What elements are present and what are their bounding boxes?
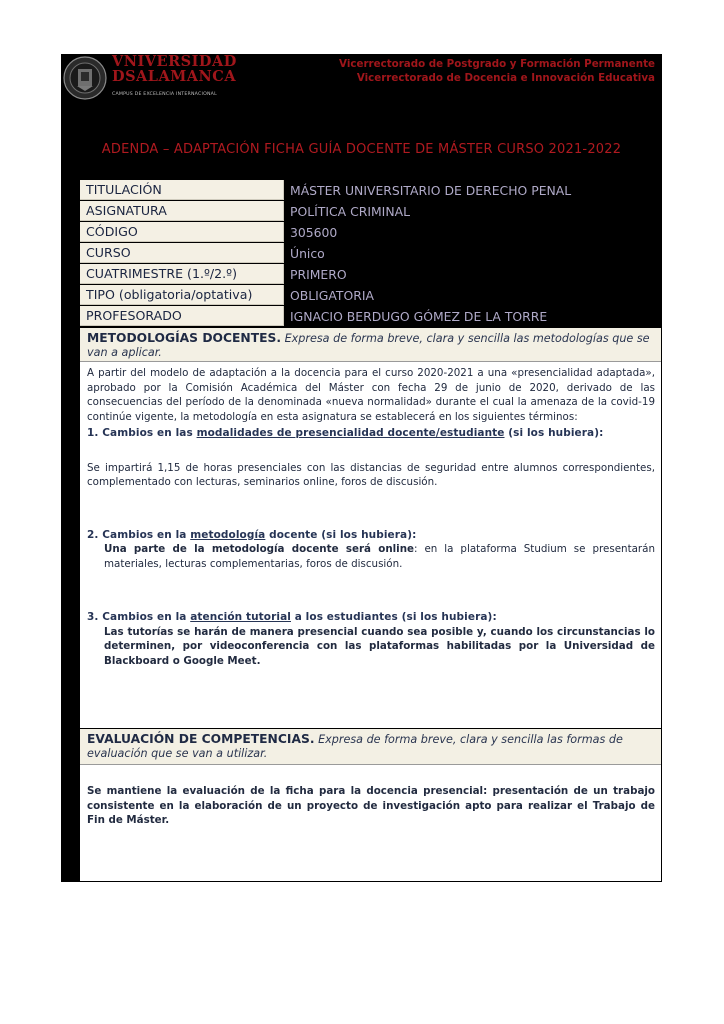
page-header (61, 54, 662, 106)
item2-heading (87, 528, 655, 543)
methodology-body (80, 362, 661, 728)
info-row-codigo (80, 222, 661, 243)
evaluation-title: EVALUACIÓN DE COMPETENCIAS. (87, 732, 315, 746)
item3-text: Las tutorías se harán de manera presencial cuando sea posible y, cuando los circunstancias lo determinen, por videoconferencia con las plataformas habilitadas por la Universidad de Blackboard o Google Meet. (104, 625, 655, 667)
info-value: 305600 (290, 225, 338, 240)
university-name-line2: DSALAMANCA (112, 68, 237, 85)
info-label: TIPO (obligatoria/optativa) (80, 285, 284, 305)
item1-suffix: (si los hubiera): (504, 427, 604, 439)
item3-prefix: 3. Cambios en la (87, 611, 191, 623)
info-row-tipo (80, 285, 661, 306)
item1-underlined: modalidades de presencialidad docente/estudiante (196, 427, 505, 439)
item2-text (87, 542, 655, 571)
item1-prefix: 1. Cambios en las (87, 427, 197, 439)
evaluation-text: Se mantiene la evaluación de la ficha para la docencia presencial: presentación de un trabajo consistente en la elaboración de un proyecto de investigación apto para realizar el Trabajo de Fin de Máster. (87, 785, 655, 826)
vice-rectorate-docencia: Vicerrectorado de Docencia e Innovación Educativa (356, 72, 655, 84)
info-label: CUATRIMESTRE (1.º/2.º) (80, 264, 284, 284)
methodology-title: METODOLOGÍAS DOCENTES. (87, 331, 282, 345)
info-label: CURSO (80, 243, 284, 263)
info-label: ASIGNATURA (80, 201, 284, 221)
info-label: CÓDIGO (80, 222, 284, 242)
item2-rest: : en la plataforma Studium se presentarán materiales, lecturas complementarias, foros de discusión. (104, 543, 655, 570)
methodology-note: Expresa de forma breve, clara y sencilla las metodologías que se van a aplicar. (87, 332, 650, 359)
info-value: Único (290, 246, 325, 261)
info-row-titulacion (80, 180, 661, 201)
info-value: MÁSTER UNIVERSITARIO DE DERECHO PENAL (290, 183, 572, 198)
evaluation-note: Expresa de forma breve, clara y sencilla las formas de evaluación que se van a utilizar. (87, 733, 623, 760)
course-info-table (80, 180, 661, 327)
university-logo (61, 53, 237, 104)
document-title: ADENDA – ADAPTACIÓN FICHA GUÍA DOCENTE DE MÁSTER CURSO 2021-2022 (101, 142, 622, 157)
item2-suffix: docente (si los hubiera): (265, 528, 417, 541)
methodology-header (80, 328, 661, 362)
item1-text: Se impartirá 1,15 de horas presenciales con las distancias de seguridad entre alumnos correspondientes, complementado con lecturas, seminarios online, foros de discusión. (87, 461, 655, 488)
university-name-line1: VNIVERSIDAD (112, 53, 237, 70)
item3-suffix: a los estudiantes (si los hubiera): (290, 611, 497, 623)
methodology-intro: A partir del modelo de adaptación a la docencia para el curso 2020-2021 a una «presencialidad adaptada», aprobado por la Comisión Académica del Máster con fecha 29 de junio de 2020, derivado de las consecuencias del período de la denominada «nueva normalidad» durante el cual la amenaza de la covid-19 continúe vigente, la metodología en esta asignatura se establecerá en los siguientes términos: (87, 367, 655, 423)
university-seal-icon (63, 56, 107, 100)
info-value: OBLIGATORIA (290, 288, 374, 303)
item3-underlined: atención tutorial (190, 611, 291, 623)
vice-rectorates (339, 57, 655, 85)
item2-bold: Una parte de la metodología docente será online (104, 543, 415, 555)
info-value: PRIMERO (290, 267, 347, 282)
info-value: POLÍTICA CRIMINAL (290, 204, 410, 219)
item2-prefix: 2. Cambios en la (87, 528, 191, 541)
item3-heading (87, 610, 655, 625)
university-name (112, 54, 237, 84)
evaluation-header (80, 729, 661, 765)
info-row-curso (80, 243, 661, 264)
info-row-profesorado (80, 306, 661, 327)
info-label: PROFESORADO (80, 306, 284, 326)
item2-underlined: metodología (190, 528, 266, 541)
info-label: TITULACIÓN (80, 180, 284, 200)
info-row-cuatrimestre (80, 264, 661, 285)
evaluation-body (80, 765, 661, 881)
campus-excellence-text: CAMPUS DE EXCELENCIA INTERNACIONAL (112, 92, 217, 97)
info-row-asignatura (80, 201, 661, 222)
info-value: IGNACIO BERDUGO GÓMEZ DE LA TORRE (290, 309, 548, 324)
vice-rectorate-postgrado: Vicerrectorado de Postgrado y Formación Permanente (339, 58, 655, 70)
item1-heading (87, 426, 655, 441)
